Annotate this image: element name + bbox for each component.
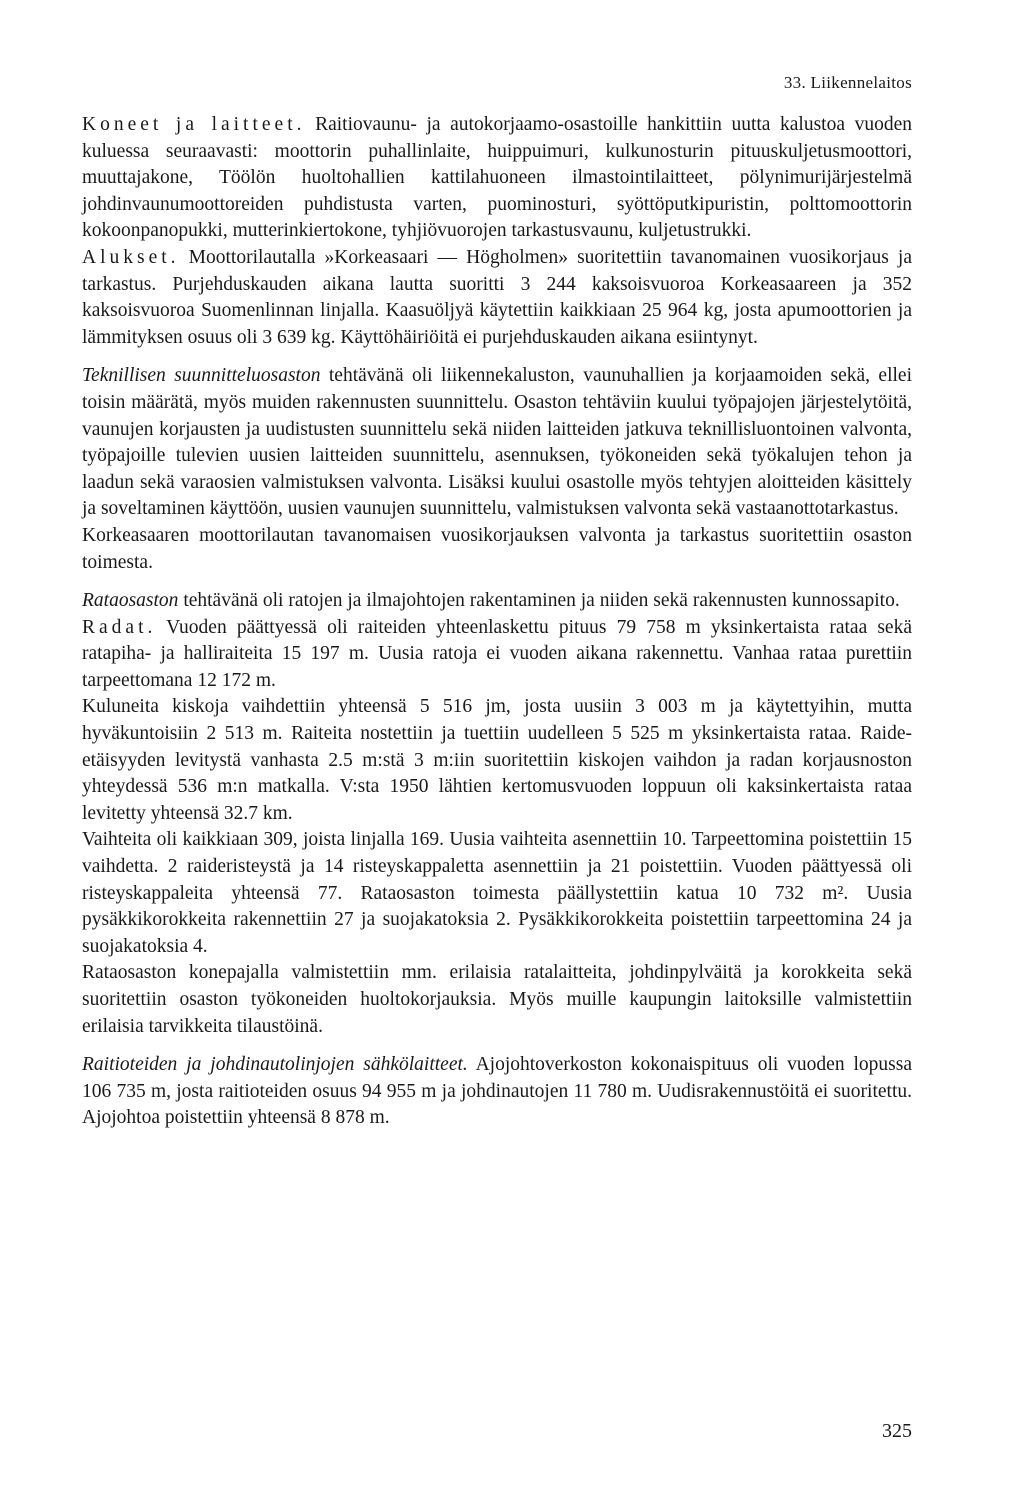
paragraph-text: Kuluneita kiskoja vaihdettiin yhteensä 5 516 jm, josta uusiin 3 003 m ja käytettyihin, mutta hyväkuntoisiin 2 513 m. Raiteita nostettiin ja tuettiin uudelleen 5 525 m yksinkertaista rataa. Raide-etäisyyden levitystä vanhasta 2.5 m:stä 3 m:iin suoritettiin kiskojen vaihdon ja radan korjausnoston yhteydessä 536 m:n matkalla. V:sta 1950 lähtien kertomusvuoden loppuun oli kaksinkertaista rataa levitetty yhteensä 32.7 km. bbox=[82, 696, 912, 824]
paragraph-lead: Raitioteiden ja johdinautolinjojen sähkölaitteet. bbox=[82, 1054, 468, 1076]
paragraph-text: tehtävänä oli ratojen ja ilmajohtojen rakentaminen ja niiden sekä rakennusten kunnossapito. bbox=[178, 590, 900, 612]
paragraph-text: Raitiovaunu- ja autokorjaamo-osastoille hankittiin uutta kalustoa vuoden kuluessa seuraavasti: moottorin puhallinlaite, huippuimuri, kulkunosturin pituuskuljetusmoottori, muuttajakone, Töölön huoltohallien kattilahuoneen ilmastointilaitteet, pölynimurijärjestelmä johdinvaunumoottoreiden puhdistusta varten, puominosturi, syöttöputkipuristin, polttomoottorin kokoonpanopukki, mutterinkiertokone, tyhjiövuorojen tarkastusvaunu, kuljetustrukki. bbox=[82, 114, 913, 242]
paragraph-text: tehtävänä oli liikennekaluston, vaunuhallien ja korjaamoiden sekä, ellei toisin määrätä, myös muiden rakennusten suunnittelu. Osaston tehtäviin kuului työpajojen järjestelytöitä, vaunujen korjausten ja uudistusten suunnittelu sekä niiden laitteiden jatkuva teknillisluontoinen valvonta, työpajoille tulevien uusien laitteiden suunnittelu, asennuksen, työkoneiden sekä työkalujen tehon ja laadun sekä varaosien valmistuksen valvonta. Lisäksi kuului osastolle myös tehtyjen aloitteiden käsittely ja soveltaminen käyttöön, uusien vaunujen suunnittelu, valmistuksen valvonta sekä vastaanottotarkastus. bbox=[82, 365, 912, 520]
paragraph-lead: Rataosaston bbox=[82, 590, 179, 612]
paragraph bbox=[82, 588, 912, 615]
paragraph bbox=[82, 112, 912, 245]
paragraph bbox=[82, 960, 912, 1040]
paragraph-text: Korkeasaaren moottorilautan tavanomaisen vuosikorjauksen valvonta ja tarkastus suoritettiin osaston toimesta. bbox=[82, 524, 912, 573]
paragraph bbox=[82, 523, 912, 576]
paragraph bbox=[82, 1052, 912, 1132]
paragraph-lead: Radat. bbox=[82, 616, 157, 638]
paragraph-text: Rataosaston konepajalla valmistettiin mm. erilaisia ratalaitteita, johdinpylväitä ja korokkeita sekä suoritettiin osaston työkoneiden huoltokorjauksia. Myös muille kaupungin laitoksille valmistettiin erilaisia tarvikkeita tilaustöinä. bbox=[82, 962, 912, 1037]
body-text bbox=[82, 112, 912, 1132]
paragraph bbox=[82, 245, 912, 351]
paragraph-lead: Teknillisen suunnitteluosaston bbox=[82, 365, 321, 387]
page-number: 325 bbox=[882, 1420, 912, 1442]
paragraph-lead: Koneet ja laitteet. bbox=[82, 114, 306, 135]
paragraph-text: Vaihteita oli kaikkiaan 309, joista linjalla 169. Uusia vaihteita asennettiin 10. Tarpeettomina poistettiin 15 vaihdetta. 2 raideristeystä ja 14 risteyskappaletta asennettiin ja 21 poistettiin. Vuoden päättyessä oli risteyskappaleita yhteensä 77. Rataosaston toimesta päällystettiin katua 10 732 m². Uusia pysäkkikorokkeita rakennettiin 27 ja suojakatoksia 2. Pysäkkikorokkeita poistettiin tarpeettomina 24 ja suojakatoksia 4. bbox=[82, 829, 912, 957]
paragraph bbox=[82, 615, 912, 695]
paragraph-text: Ajojohtoverkoston kokonaispituus oli vuoden lopussa 106 735 m, josta raitioteiden osuus 94 955 m ja johdinautojen 11 780 m. Uudisrakennustöitä ei suoritettu. Ajojohtoa poistettiin yhteensä 8 878 m. bbox=[82, 1054, 912, 1129]
paragraph bbox=[82, 694, 912, 827]
paragraph-text: Vuoden päättyessä oli raiteiden yhteenlaskettu pituus 79 758 m yksinkertaista rataa sekä ratapiha- ja halliraiteita 15 197 m. Uusia ratoja ei vuoden aikana rakennettu. Vanhaa rataa purettiin tarpeettomana 12 172 m. bbox=[82, 616, 912, 691]
paragraph-text: Moottorilautalla »Korkeasaari — Högholmen» suoritettiin tavanomainen vuosikorjaus ja tarkastus. Purjehduskauden aikana lautta suoritti 3 244 kaksoisvuoroa Korkeasaareen ja 352 kaksoisvuoroa Suomenlinnan linjalla. Kaasuöljyä käytettiin kaikkiaan 25 964 kg, josta apumoottorien ja lämmityksen osuus oli 3 639 kg. Käyttöhäiriöitä ei purjehduskauden aikana esiintynyt. bbox=[82, 246, 912, 348]
paragraph bbox=[82, 827, 912, 960]
running-head: 33. Liikennelaitos bbox=[783, 73, 912, 92]
paragraph bbox=[82, 363, 912, 523]
paragraph-lead: Alukset. bbox=[82, 246, 180, 268]
